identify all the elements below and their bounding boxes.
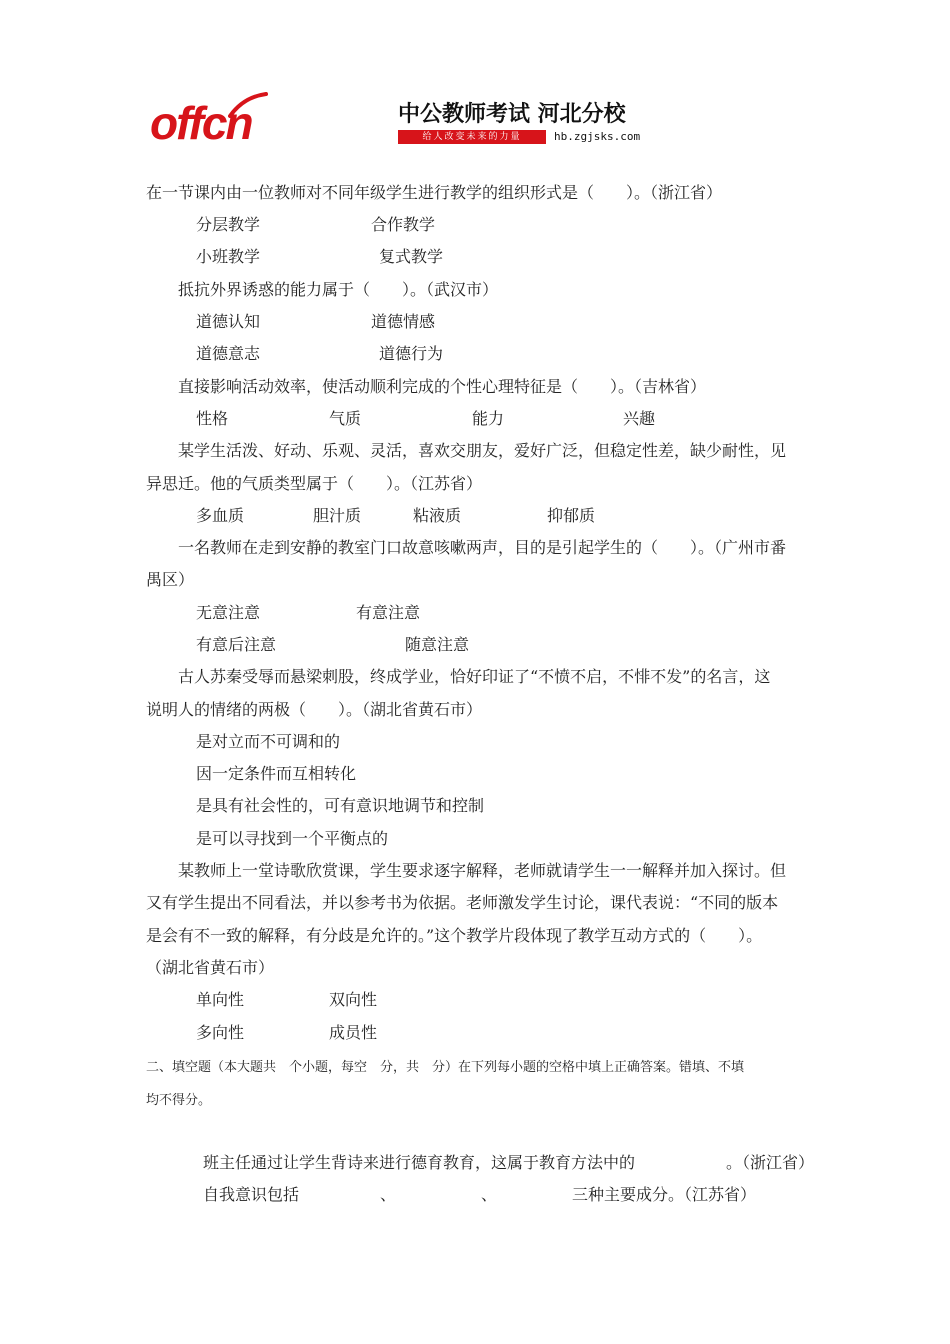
q4-option-a: 多血质 [196, 506, 245, 525]
q1-option-c: 小班教学 [196, 247, 261, 266]
offcn-logo [150, 92, 641, 150]
q6-option-d: 是可以寻找到一个平衡点的 [196, 829, 389, 848]
q3-option-b: 气质 [329, 409, 362, 428]
q4-option-c: 粘液质 [413, 506, 462, 525]
logo-wordmark: offcn [150, 97, 252, 149]
q3-option-a: 性格 [196, 409, 229, 428]
q2-option-d: 道德行为 [379, 344, 444, 363]
brand-url: hb.zgjsks.com [554, 130, 641, 143]
question-7-stem-line-4: （湖北省黄石市） [146, 958, 275, 977]
brand-name: 中公教师考试 河北分校 [398, 102, 626, 127]
q5-option-c: 有意后注意 [196, 635, 277, 654]
question-7-stem-line-1: 某教师上一堂诗歌欣赏课，学生要求逐字解释，老师就请学生一一解释并加入探讨。但 [178, 861, 787, 880]
q6-option-c: 是具有社会性的，可有意识地调节和控制 [196, 796, 485, 815]
logo-swoosh-icon [228, 92, 268, 118]
q4-option-b: 胆汁质 [313, 506, 362, 525]
q7-option-c: 多向性 [196, 1023, 245, 1042]
question-4-stem-line-2: 异思迁。他的气质类型属于（ ）。（江苏省） [146, 474, 483, 493]
q7-option-b: 双向性 [329, 990, 378, 1009]
q3-option-c: 能力 [472, 409, 505, 428]
question-5-stem-line-2: 禺区） [146, 570, 195, 589]
q3-option-d: 兴趣 [623, 409, 656, 428]
section-2-heading-line-1: 二、填空题（本大题共 个小题，每空 分，共 分）在下列每小题的空格中填上正确答案。错填、不填 [146, 1060, 745, 1075]
q6-option-a: 是对立而不可调和的 [196, 732, 341, 751]
q2-option-c: 道德意志 [196, 344, 261, 363]
question-5-stem-line-1: 一名教师在走到安静的教室门口故意咳嗽两声，目的是引起学生的（ ）。（广州市番 [178, 538, 787, 557]
q2-option-b: 道德情感 [371, 312, 436, 331]
brand-slogan: 给人改变未来的力量 [398, 130, 546, 144]
q2-option-a: 道德认知 [196, 312, 261, 331]
q5-option-b: 有意注意 [356, 603, 421, 622]
question-7-stem-line-2: 又有学生提出不同看法，并以参考书为依据。老师激发学生讨论，课代表说：“不同的版本 [146, 893, 779, 912]
question-3-stem: 直接影响活动效率，使活动顺利完成的个性心理特征是（ ）。（吉林省） [178, 377, 707, 396]
fill-item-2-separator-2: 、 [481, 1185, 498, 1204]
q7-option-d: 成员性 [329, 1023, 378, 1042]
question-7-stem-line-3: 是会有不一致的解释，有分歧是允许的。”这个教学片段体现了教学互动方式的（ ）。 [146, 926, 763, 945]
q5-option-d: 随意注意 [405, 635, 470, 654]
fill-item-1-suffix: 。（浙江省） [726, 1153, 815, 1172]
q7-option-a: 单向性 [196, 990, 245, 1009]
section-2-heading-line-2: 均不得分。 [146, 1093, 212, 1108]
fill-item-1-text: 班主任通过让学生背诗来进行德育教育，这属于教育方法中的 [203, 1153, 636, 1172]
question-1-stem: 在一节课内由一位教师对不同年级学生进行教学的组织形式是（ ）。（浙江省） [146, 183, 723, 202]
q5-option-a: 无意注意 [196, 603, 261, 622]
q1-option-a: 分层教学 [196, 215, 261, 234]
q6-option-b: 因一定条件而互相转化 [196, 764, 357, 783]
fill-item-2-separator-1: 、 [380, 1185, 397, 1204]
q4-option-d: 抑郁质 [547, 506, 596, 525]
q1-option-d: 复式教学 [379, 247, 444, 266]
question-6-stem-line-2: 说明人的情绪的两极（ ）。（湖北省黄石市） [146, 700, 483, 719]
question-2-stem: 抵抗外界诱惑的能力属于（ ）。（武汉市） [178, 280, 499, 299]
question-6-stem-line-1: 古人苏秦受辱而悬梁刺股，终成学业，恰好印证了“不愤不启，不悱不发”的名言，这 [178, 667, 771, 686]
fill-item-2-suffix: 三种主要成分。（江苏省） [572, 1185, 757, 1204]
q1-option-b: 合作教学 [371, 215, 436, 234]
fill-item-2-text: 自我意识包括 [203, 1185, 300, 1204]
question-4-stem-line-1: 某学生活泼、好动、乐观、灵活，喜欢交朋友，爱好广泛，但稳定性差，缺少耐性，见 [178, 441, 787, 460]
